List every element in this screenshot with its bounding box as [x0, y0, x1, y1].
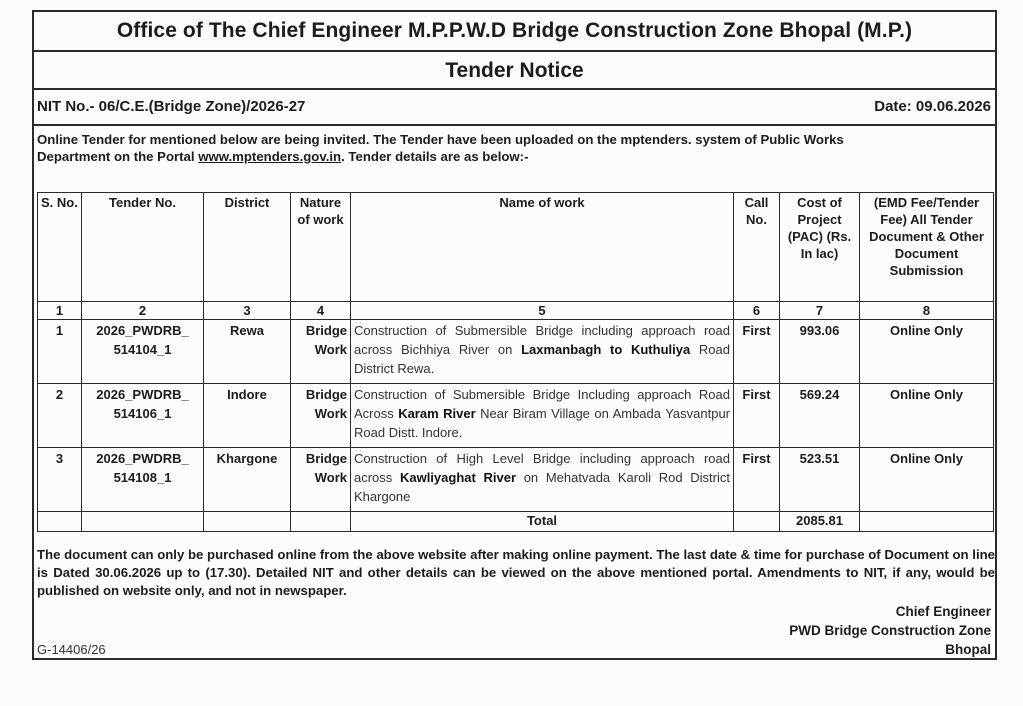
portal-link[interactable]: www.mptenders.gov.in	[198, 149, 342, 164]
col-header-emd: (EMD Fee/Tender Fee) All Tender Document & Other Document Submission	[860, 193, 994, 302]
col-number: 1	[38, 302, 82, 320]
row-tender-no: 2026_PWDRB_ 514106_1	[82, 384, 204, 448]
col-header-nature: Nature of work	[291, 193, 351, 302]
row-call: First	[734, 320, 780, 384]
empty-cell	[860, 512, 994, 532]
table-row	[38, 320, 994, 384]
col-number: 8	[860, 302, 994, 320]
row-sno: 1	[38, 320, 82, 384]
row-call: First	[734, 384, 780, 448]
col-header-district: District	[204, 193, 291, 302]
work-bold: Kawliyaghat River	[399, 470, 517, 485]
total-label: Total	[351, 512, 734, 532]
empty-cell	[38, 512, 82, 532]
col-header-call: Call No.	[734, 193, 780, 302]
empty-cell	[82, 512, 204, 532]
signatory-office: PWD Bridge Construction Zone	[789, 623, 991, 638]
office-heading: Office of The Chief Engineer M.P.P.W.D Bridge Construction Zone Bhopal (M.P.)	[34, 12, 995, 52]
row-cost: 569.24	[780, 384, 860, 448]
work-text: on Mehatvada Karoli Rod District Khargone	[354, 470, 730, 504]
empty-cell	[204, 512, 291, 532]
work-text: Construction of Submersible Bridge including approach road across Bichhiya River on	[354, 323, 730, 357]
intro-line-1: Online Tender for mentioned below are being invited. The Tender have been uploaded on the mptenders. system of Public Works	[37, 132, 844, 147]
publication-code: G-14406/26	[37, 642, 106, 657]
row-district: Rewa	[204, 320, 291, 384]
intro-line-2b: . Tender details are as below:-	[341, 149, 529, 164]
nit-date: Date: 09.06.2026	[874, 98, 991, 115]
row-nature: Bridge Work	[291, 320, 351, 384]
notice-title: Tender Notice	[34, 52, 995, 90]
col-header-sno: S. No.	[38, 193, 82, 302]
header-row	[38, 193, 994, 302]
row-nature: Bridge Work	[291, 384, 351, 448]
nit-row	[34, 90, 995, 126]
intro-line-2a: Department on the Portal	[37, 149, 199, 164]
empty-cell	[734, 512, 780, 532]
intro-line-2	[37, 148, 992, 165]
col-number: 7	[780, 302, 860, 320]
work-text: Near Biram Village on Ambada Yasvantpur Road Distt. Indore.	[354, 406, 731, 440]
col-header-name: Name of work	[351, 193, 734, 302]
row-work	[351, 448, 734, 512]
col-header-cost: Cost of Project (PAC) (Rs. In lac)	[780, 193, 860, 302]
tender-notice	[32, 10, 997, 660]
table-row	[38, 448, 994, 512]
row-emd: Online Only	[860, 448, 994, 512]
col-number: 5	[351, 302, 734, 320]
row-district: Indore	[204, 384, 291, 448]
row-emd: Online Only	[860, 320, 994, 384]
row-sno: 2	[38, 384, 82, 448]
tender-table	[37, 192, 994, 532]
row-work	[351, 384, 734, 448]
row-sno: 3	[38, 448, 82, 512]
total-value: 2085.81	[780, 512, 860, 532]
footer-paragraph: The document can only be purchased online from the above website after making online payment. The last date & time for purchase of Document on line is Dated 30.06.2026 up to (17.30). Detailed NIT and other details can be viewed on the above mentioned portal. Amendments to NIT, if any, would be published on website only, and not in newspaper.	[37, 547, 995, 598]
total-row	[38, 512, 994, 532]
row-tender-no: 2026_PWDRB_ 514104_1	[82, 320, 204, 384]
work-text: Construction of High Level Bridge including approach road across	[354, 451, 730, 485]
col-header-tender-no: Tender No.	[82, 193, 204, 302]
signatory-title: Chief Engineer	[895, 604, 991, 619]
row-emd: Online Only	[860, 384, 994, 448]
row-call: First	[734, 448, 780, 512]
work-bold: Laxmanbagh to Kuthuliya	[521, 342, 691, 357]
row-work	[351, 320, 734, 384]
col-number: 4	[291, 302, 351, 320]
column-number-row	[38, 302, 994, 320]
row-cost: 993.06	[780, 320, 860, 384]
row-nature: Bridge Work	[291, 448, 351, 512]
col-number: 6	[734, 302, 780, 320]
row-tender-no: 2026_PWDRB_ 514108_1	[82, 448, 204, 512]
col-number: 2	[82, 302, 204, 320]
work-text: Construction of Submersible Bridge Including approach Road Across	[354, 387, 730, 421]
empty-cell	[291, 512, 351, 532]
col-number: 3	[204, 302, 291, 320]
work-text: Road District Rewa.	[354, 342, 730, 376]
table-row	[38, 384, 994, 448]
signatory-city: Bhopal	[945, 642, 991, 657]
row-cost: 523.51	[780, 448, 860, 512]
nit-number: NIT No.- 06/C.E.(Bridge Zone)/2026-27	[37, 98, 306, 115]
work-bold: Karam River	[398, 406, 476, 421]
row-district: Khargone	[204, 448, 291, 512]
intro-text	[34, 126, 995, 162]
